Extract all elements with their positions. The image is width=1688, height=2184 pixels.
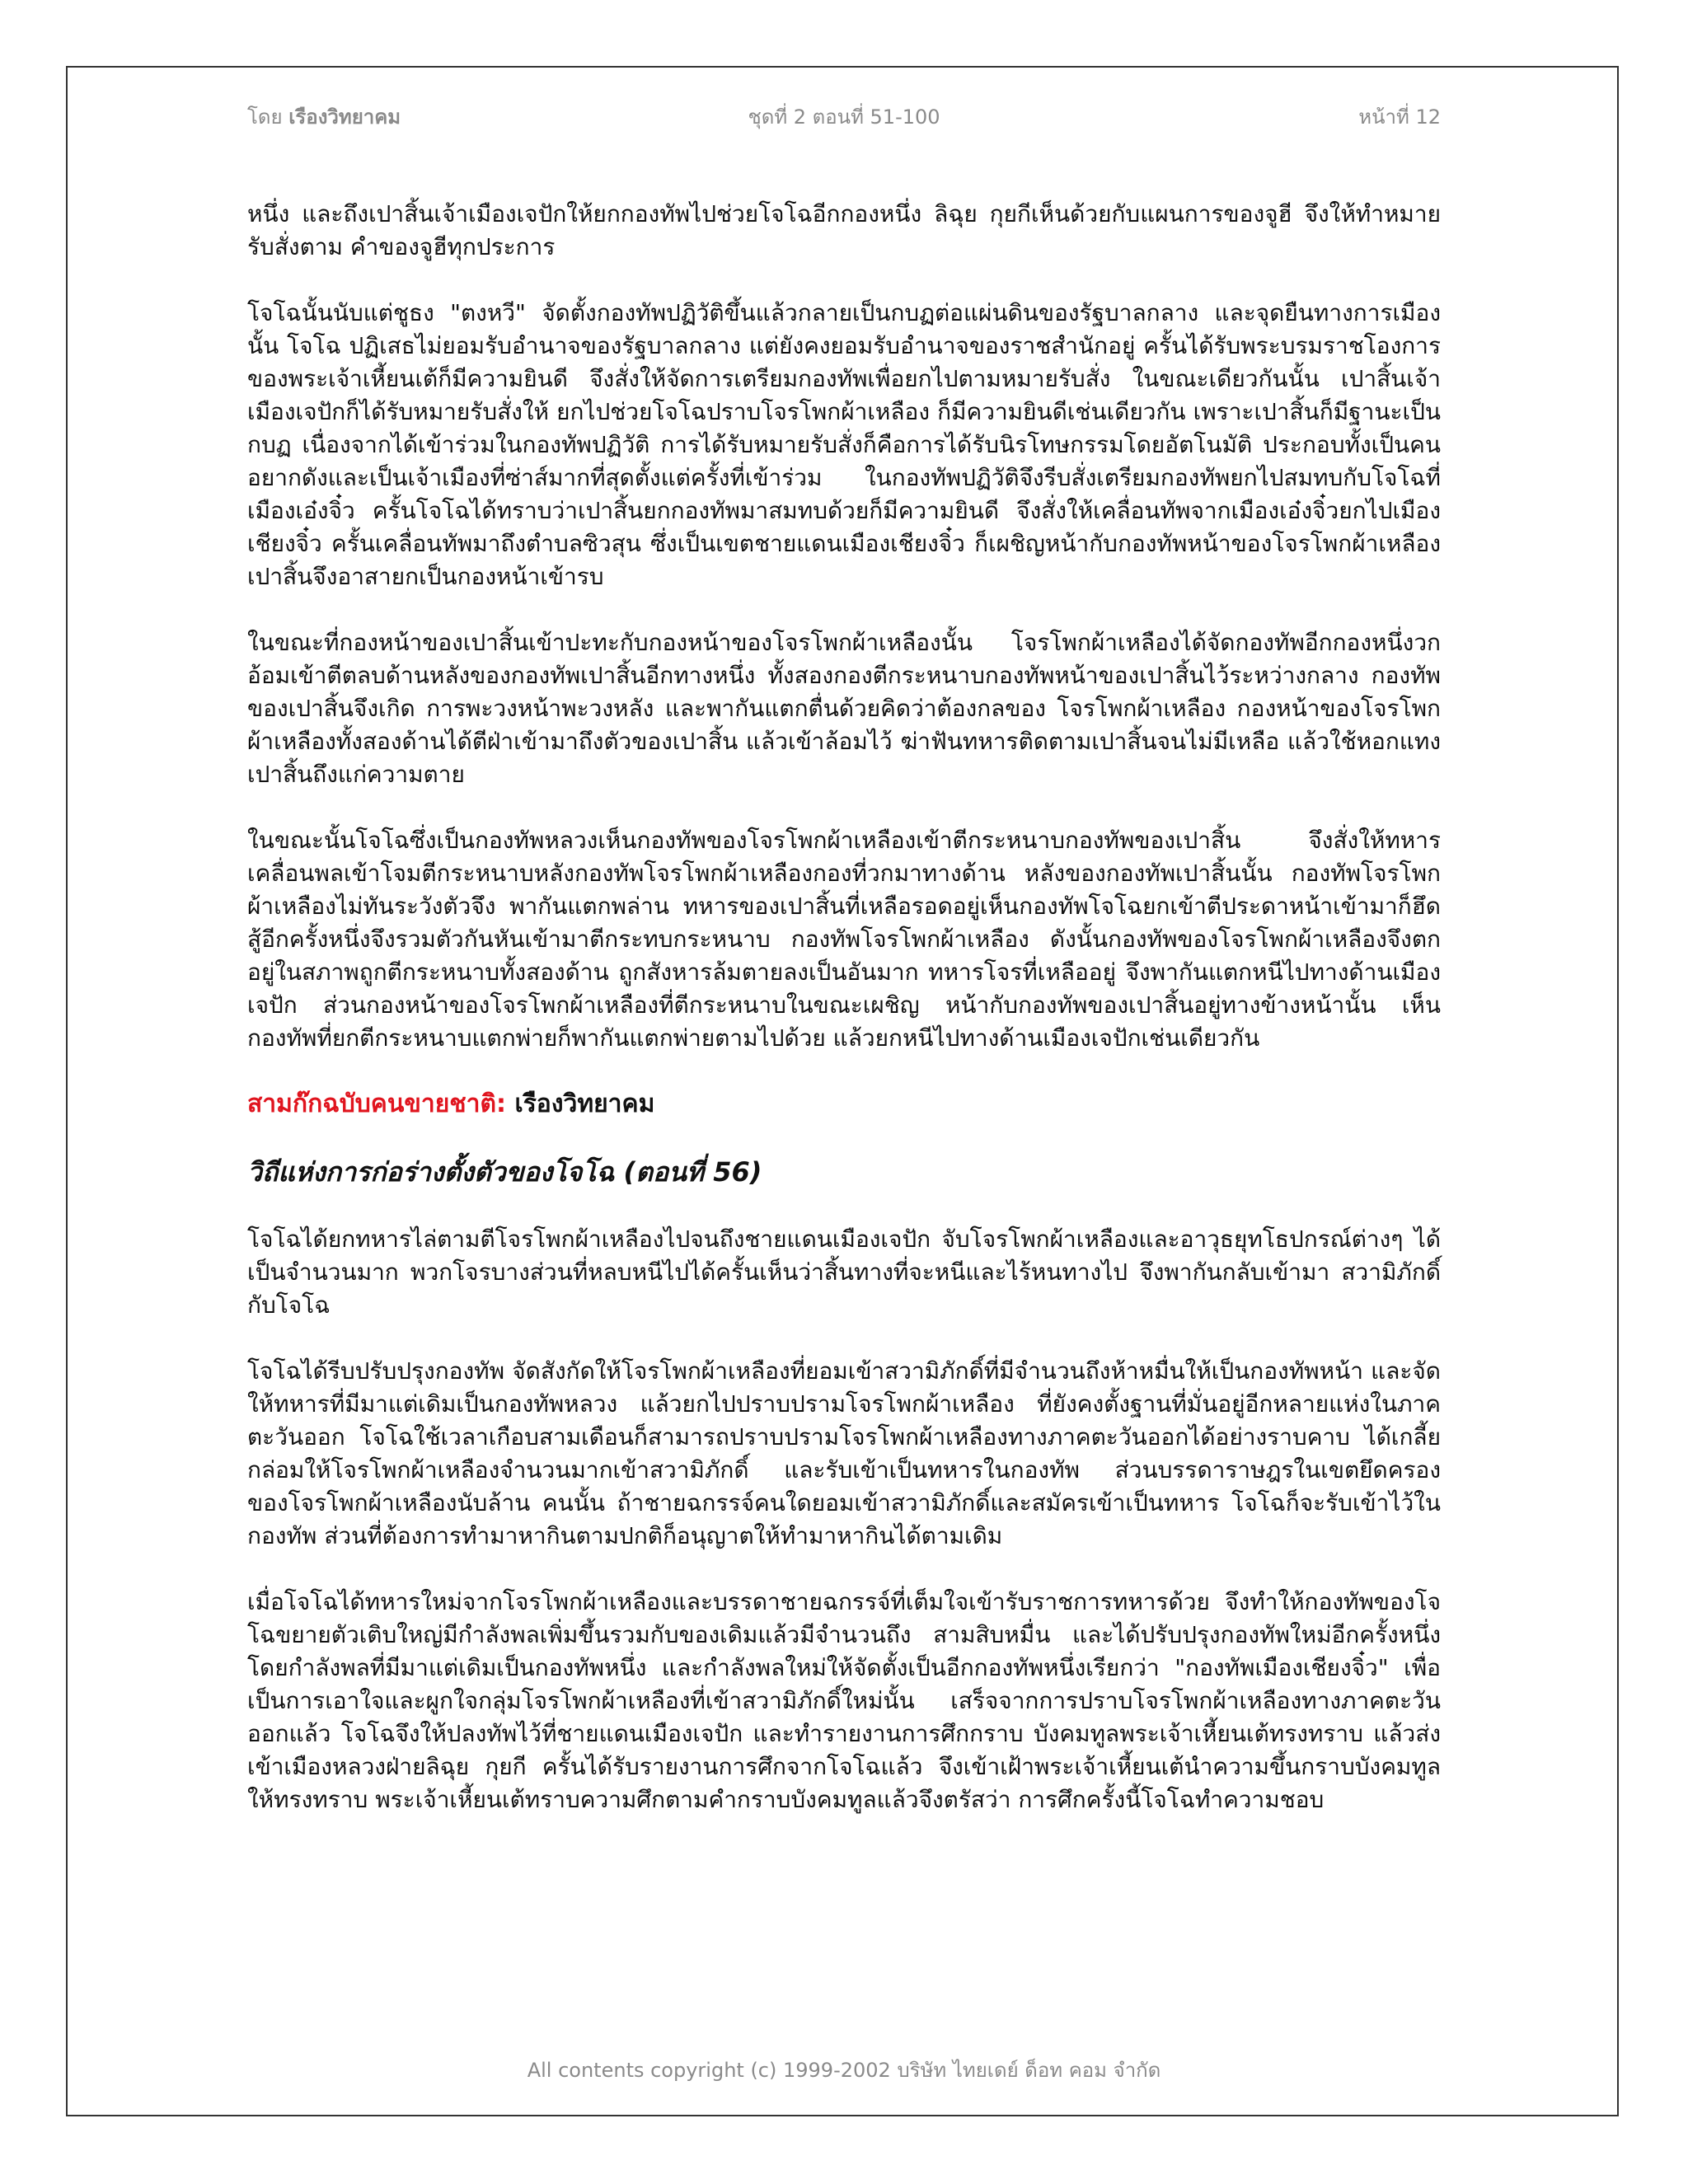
paragraph: หนึ่ง และถึงเปาสิ้นเจ้าเมืองเจปักให้ยกกองทัพไปช่วยโจโฉอีกกองหนึ่ง ลิฉุย กุยกีเห็นด้วยกับแผนการของจูฮี จึงให้ทำหมายรับสั่งตาม คำของจูฮีทุกประการ [247,200,1441,260]
header-author-name: เรืองวิทยาคม [288,105,401,129]
section-series-title: สามก๊กฉบับคนขายชาติ: [247,1090,506,1118]
article-body [247,198,1441,1849]
paragraph: โจโฉได้ยกทหารไล่ตามตีโจรโพกผ้าเหลืองไปจนถึงชายแดนเมืองเจปัก จับโจรโพกผ้าเหลืองและอาวุธยุทโธปกรณ์ต่างๆ ได้เป็นจำนวนมาก พวกโจรบางส่วนที่หลบหนีไปได้ครั้นเห็นว่าสิ้นทางที่จะหนีและไร้หนทางไป จึงพากันกลับเข้ามา สวามิภักดิ์กับโจโฉ [247,1226,1441,1319]
paragraph: โจโฉนั้นนับแต่ชูธง "ตงหวี" จัดตั้งกองทัพปฏิวัติขึ้นแล้วกลายเป็นกบฏต่อแผ่นดินของรัฐบาลกลาง และจุดยืนทางการเมืองนั้น โจโฉ ปฏิเสธไม่ยอมรับอำนาจของรัฐบาลกลาง แต่ยังคงยอมรับอำนาจของราชสำนักอยู่ ครั้นได้รับพระบรมราชโองการของพระเจ้าเหี้ยนเต้ก็มีความยินดี จึงสั่งให้จัดการเตรียมกองทัพเพื่อยกไปตามหมายรับสั่ง ในขณะเดียวกันนั้น เปาสิ้นเจ้าเมืองเจปักก็ได้รับหมายรับสั่งให้ ยกไปช่วยโจโฉปราบโจรโพกผ้าเหลือง ก็มีความยินดีเช่นเดียวกัน เพราะเปาสิ้นก็มีฐานะเป็นกบฏ เนื่องจากได้เข้าร่วมในกองทัพปฏิวัติ การได้รับหมายรับสั่งก็คือการได้รับนิรโทษกรรมโดยอัตโนมัติ ประกอบทั้งเป็นคนอยากดังและเป็นเจ้าเมืองที่ซ่าส์มากที่สุดตั้งแต่ครั้งที่เข้าร่วม ในกองทัพปฏิวัติจึงรีบสั่งเตรียมกองทัพยกไปสมทบกับโจโฉที่เมืองเอ๋งจิ๋ว ครั้นโจโฉได้ทราบว่าเปาสิ้นยกกองทัพมาสมทบด้วยก็มีความยินดี จึงสั่งให้เคลื่อนทัพจากเมืองเอ๋งจิ๋วยกไปเมืองเชียงจิ๋ว ครั้นเคลื่อนทัพมาถึงตำบลซิวสุน ซึ่งเป็นเขตชายแดนเมืองเชียงจิ๋ว ก็เผชิญหน้ากับกองทัพหน้าของโจรโพกผ้าเหลือง เปาสิ้นจึงอาสายกเป็นกองหน้าเข้ารบ [247,299,1441,590]
paragraph: โจโฉได้รีบปรับปรุงกองทัพ จัดสังกัดให้โจรโพกผ้าเหลืองที่ยอมเข้าสวามิภักดิ์ที่มีจำนวนถึงห้าหมื่นให้เป็นกองทัพหน้า และจัดให้ทหารที่มีมาแต่เดิมเป็นกองทัพหลวง แล้วยกไปปราบปรามโจรโพกผ้าเหลือง ที่ยังคงตั้งฐานที่มั่นอยู่อีกหลายแห่งในภาคตะวันออก โจโฉใช้เวลาเกือบสามเดือนก็สามารถปราบปรามโจรโพกผ้าเหลืองทางภาคตะวันออกได้อย่างราบคาบ ได้เกลี้ยกล่อมให้โจรโพกผ้าเหลืองจำนวนมากเข้าสวามิภักดิ์ และรับเข้าเป็นทหารในกองทัพ ส่วนบรรดาราษฎรในเขตยึดครองของโจรโพกผ้าเหลืองนับล้าน คนนั้น ถ้าชายฉกรรจ์คนใดยอมเข้าสวามิภักดิ์และสมัครเข้าเป็นทหาร โจโฉก็จะรับเข้าไว้ในกองทัพ ส่วนที่ต้องการทำมาหากินตามปกติก็อนุญาตให้ทำมาหากินได้ตามเดิม [247,1357,1441,1549]
paragraph: ในขณะนั้นโจโฉซึ่งเป็นกองทัพหลวงเห็นกองทัพของโจรโพกผ้าเหลืองเข้าตีกระหนาบกองทัพของเปาสิ้น จึงสั่งให้ทหารเคลื่อนพลเข้าโจมตีกระหนาบหลังกองทัพโจรโพกผ้าเหลืองกองที่วกมาทางด้าน หลังของกองทัพเปาสิ้นนั้น กองทัพโจรโพกผ้าเหลืองไม่ทันระวังตัวจึง พากันแตกพล่าน ทหารของเปาสิ้นที่เหลือรอดอยู่เห็นกองทัพโจโฉยกเข้าตีประดาหน้าเข้ามาก็ฮึดสู้อีกครั้งหนึ่งจึงรวมตัวกันหันเข้ามาตีกระทบกระหนาบ กองทัพโจรโพกผ้าเหลือง ดังนั้นกองทัพของโจรโพกผ้าเหลืองจึงตกอยู่ในสภาพถูกตีกระหนาบทั้งสองด้าน ถูกสังหารล้มตายลงเป็นอันมาก ทหารโจรที่เหลืออยู่ จึงพากันแตกหนีไปทางด้านเมืองเจปัก ส่วนกองหน้าของโจรโพกผ้าเหลืองที่ตีกระหนาบในขณะเผชิญ หน้ากับกองทัพของเปาสิ้นอยู่ทางข้างหน้านั้น เห็นกองทัพที่ยกตีกระหนาบแตกพ่ายก็พากันแตกพ่ายตามไปด้วย แล้วยกหนีไปทางด้านเมืองเจปักเช่นเดียวกัน [247,827,1441,1052]
header-series: ชุดที่ 2 ตอนที่ 51-100 [748,105,940,129]
header-by-prefix: โดย [247,105,283,129]
header-page-number: หน้าที่ 12 [1358,105,1441,129]
paragraph: ในขณะที่กองหน้าของเปาสิ้นเข้าปะทะกับกองหน้าของโจรโพกผ้าเหลืองนั้น โจรโพกผ้าเหลืองได้จัดกองทัพอีกกองหนึ่งวกอ้อมเข้าตีตลบด้านหลังของกองทัพเปาสิ้นอีกทางหนึ่ง ทั้งสองกองตีกระหนาบกองทัพหน้าของเปาสิ้นไว้ระหว่างกลาง กองทัพของเปาสิ้นจึงเกิด การพะวงหน้าพะวงหลัง และพากันแตกตื่นด้วยคิดว่าต้องกลของ โจรโพกผ้าเหลือง กองหน้าของโจรโพกผ้าเหลืองทั้งสองด้านได้ตีฝ่าเข้ามาถึงตัวของเปาสิ้น แล้วเข้าล้อมไว้ ฆ่าฟันทหารติดตามเปาสิ้นจนไม่มีเหลือ แล้วใช้หอกแทงเปาสิ้นถึงแก่ความตาย [247,629,1441,788]
section-author: เรืองวิทยาคม [514,1090,655,1118]
paragraph: เมื่อโจโฉได้ทหารใหม่จากโจรโพกผ้าเหลืองและบรรดาชายฉกรรจ์ที่เต็มใจเข้ารับราชการทหารด้วย จึงทำให้กองทัพของโจโฉขยายตัวเติบใหญ่มีกำลังพลเพิ่มขึ้นรวมกับของเดิมแล้วมีจำนวนถึง สามสิบหมื่น และได้ปรับปรุงกองทัพใหม่อีกครั้งหนึ่ง โดยกำลังพลที่มีมาแต่เดิมเป็นกองทัพหนึ่ง และกำลังพลใหม่ให้จัดตั้งเป็นอีกกองทัพหนึ่งเรียกว่า "กองทัพเมืองเชียงจิ๋ว" เพื่อเป็นการเอาใจและผูกใจกลุ่มโจรโพกผ้าเหลืองที่เข้าสวามิภักดิ์ใหม่นั้น เสร็จจากการปราบโจรโพกผ้าเหลืองทางภาคตะวันออกแล้ว โจโฉจึงให้ปลงทัพไว้ที่ชายแดนเมืองเจปัก และทำรายงานการศึกกราบ บังคมทูลพระเจ้าเหี้ยนเต้ทรงทราบ แล้วส่งเข้าเมืองหลวงฝ่ายลิฉุย กุยกี ครั้นได้รับรายงานการศึกจากโจโฉแล้ว จึงเข้าเฝ้าพระเจ้าเหี้ยนเต้นำความขึ้นกราบบังคมทูลให้ทรงทราบ พระเจ้าเหี้ยนเต้ทราบความศึกตามคำกราบบังคมทูลแล้วจึงตรัสว่า การศึกครั้งนี้โจโฉทำความชอบ [247,1588,1441,1813]
copyright-footer: All contents copyright (c) 1999-2002 บริษัท ไทยเดย์ ด็อท คอม จำกัด [527,2059,1161,2082]
page-header [247,101,1441,134]
section-title [247,1088,1441,1121]
episode-title: วิถีแห่งการก่อร่างตั้งตัวของโจโฉ (ตอนที่ 56) [247,1156,762,1188]
